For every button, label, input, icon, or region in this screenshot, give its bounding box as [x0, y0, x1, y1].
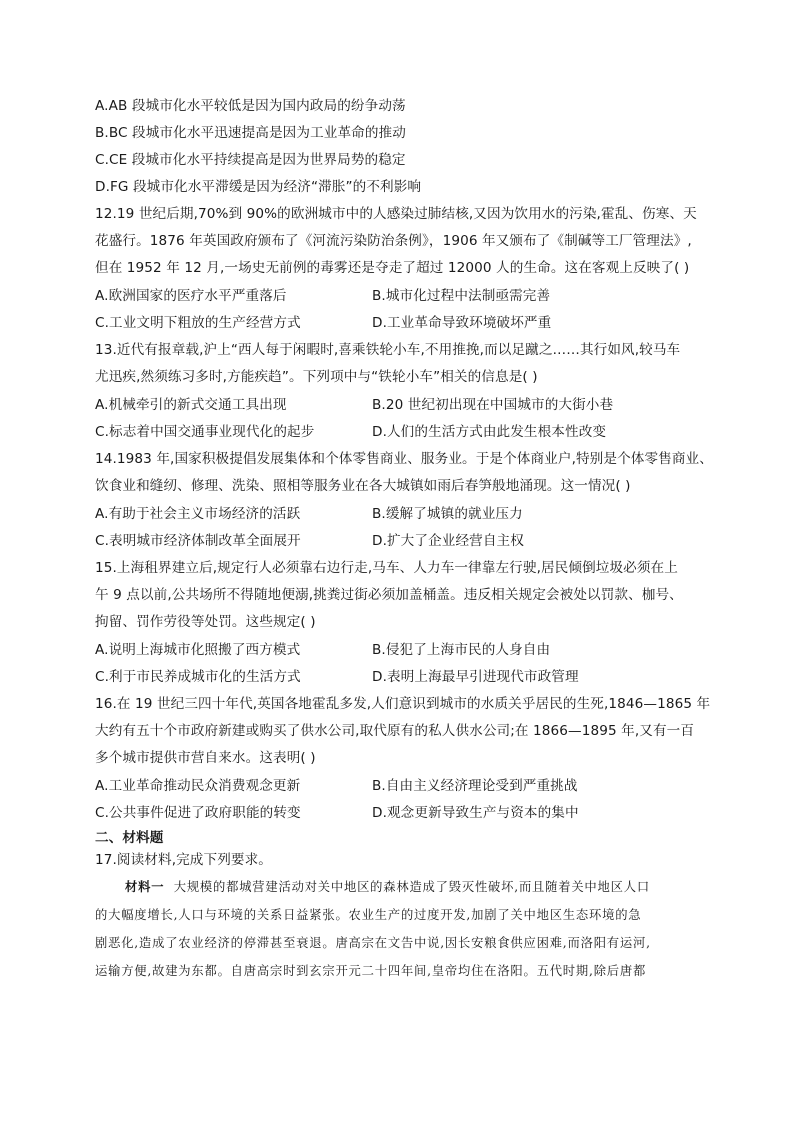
q15-stem-line: 拘留、罚作劳役等处罚。这些规定( ) [95, 614, 316, 630]
q11-option-d: D.FG 段城市化水平滞缓是因为经济“滞胀”的不利影响 [95, 179, 422, 195]
section-title: 二、材料题 [95, 830, 164, 846]
q11-option-a: A.AB 段城市化水平较低是因为国内政局的纷争动荡 [95, 98, 406, 114]
q14-option-c: C.表明城市经济体制改革全面展开 [95, 533, 301, 549]
q14-stem-line: 饮食业和缝纫、修理、洗染、照相等服务业在各大城镇如雨后春笋般地涌现。这一情况( ) [95, 478, 631, 494]
q14-stem-line: 14.1983 年,国家积极提倡发展集体和个体零售商业、服务业。于是个体商业户,特别是个体零售商业、 [95, 451, 713, 467]
q15-stem-line: 15.上海租界建立后,规定行人必须靠右边行走,马车、人力车一律靠左行驶,居民倾倒垃圾必须在上 [95, 560, 678, 576]
material-label: 材料一 [125, 879, 165, 894]
q15-option-c: C.利于市民养成城市化的生活方式 [95, 669, 301, 685]
q15-option-d: D.表明上海最早引进现代市政管理 [372, 669, 579, 685]
q15-stem-line: 午 9 点以前,公共场所不得随地便溺,挑粪过街必须加盖桶盖。违反相关规定会被处以罚款、枷号、 [95, 587, 683, 603]
q17-stem: 17.阅读材料,完成下列要求。 [95, 852, 272, 868]
q16-option-b: B.自由主义经济理论受到严重挑战 [372, 778, 578, 794]
q14-option-d: D.扩大了企业经营自主权 [372, 533, 524, 549]
q12-stem-line: 12.19 世纪后期,70%到 90%的欧洲城市中的人感染过肺结核,又因为饮用水的污染,霍乱、伤寒、天 [95, 206, 697, 222]
q13-stem-line: 13.近代有报章载,沪上“西人每于闲暇时,喜乘铁轮小车,不用推挽,而以足蹴之……其行如风,较马车 [95, 342, 681, 358]
q13-option-c: C.标志着中国交通事业现代化的起步 [95, 424, 315, 440]
material-text: 大规模的都城营建活动对关中地区的森林造成了毁灭性破坏,而且随着关中地区人口 [173, 880, 650, 894]
q16-option-a: A.工业革命推动民众消费观念更新 [95, 778, 301, 794]
q15-option-b: B.侵犯了上海市民的人身自由 [372, 642, 551, 658]
q12-option-a: A.欧洲国家的医疗水平严重落后 [95, 288, 287, 304]
q13-stem-line: 尤迅疾,然须练习多时,方能疾趋”。下列项中与“铁轮小车”相关的信息是( ) [95, 369, 538, 385]
q13-option-a: A.机械牵引的新式交通工具出现 [95, 397, 287, 413]
q12-stem-line: 但在 1952 年 12 月,一场史无前例的毒雾还是夺走了超过 12000 人的生命。这在客观上反映了( ) [95, 260, 690, 276]
material-line: 的大幅度增长,人口与环境的关系日益紧张。农业生产的过度开发,加剧了关中地区生态环境的急 [95, 908, 642, 922]
q15-option-a: A.说明上海城市化照搬了西方模式 [95, 642, 301, 658]
q14-option-b: B.缓解了城镇的就业压力 [372, 506, 523, 522]
q16-stem-line: 多个城市提供市营自来水。这表明( ) [95, 750, 316, 766]
q12-option-b: B.城市化过程中法制亟需完善 [372, 288, 551, 304]
material-line: 剧恶化,造成了农业经济的停滞甚至衰退。唐高宗在文告中说,因长安粮食供应困难,而洛阳有运河, [95, 936, 651, 950]
q13-option-b: B.20 世纪初出现在中国城市的大街小巷 [372, 397, 614, 413]
q14-option-a: A.有助于社会主义市场经济的活跃 [95, 506, 301, 522]
material-line: 运输方便,故建为东都。自唐高宗时到玄宗开元二十四年间,皇帝均住在洛阳。五代时期,除后唐都 [95, 964, 647, 978]
q11-option-b: B.BC 段城市化水平迅速提高是因为工业革命的推动 [95, 125, 406, 141]
q13-option-d: D.人们的生活方式由此发生根本性改变 [372, 424, 607, 440]
q16-stem-line: 16.在 19 世纪三四十年代,英国各地霍乱多发,人们意识到城市的水质关乎居民的生死,1846—1865 年 [95, 696, 711, 712]
material-line-first [125, 874, 650, 900]
q16-option-c: C.公共事件促进了政府职能的转变 [95, 805, 301, 821]
q16-stem-line: 大约有五十个市政府新建或购买了供水公司,取代原有的私人供水公司;在 1866—1895 年,又有一百 [95, 723, 695, 739]
q12-stem-line: 花盛行。1876 年英国政府颁布了《河流污染防治条例》，1906 年又颁布了《制碱等工厂管理法》, [95, 233, 692, 249]
q12-option-c: C.工业文明下粗放的生产经营方式 [95, 315, 301, 331]
q16-option-d: D.观念更新导致生产与资本的集中 [372, 805, 579, 821]
q11-option-c: C.CE 段城市化水平持续提高是因为世界局势的稳定 [95, 152, 406, 168]
q12-option-d: D.工业革命导致环境破坏严重 [372, 315, 552, 331]
